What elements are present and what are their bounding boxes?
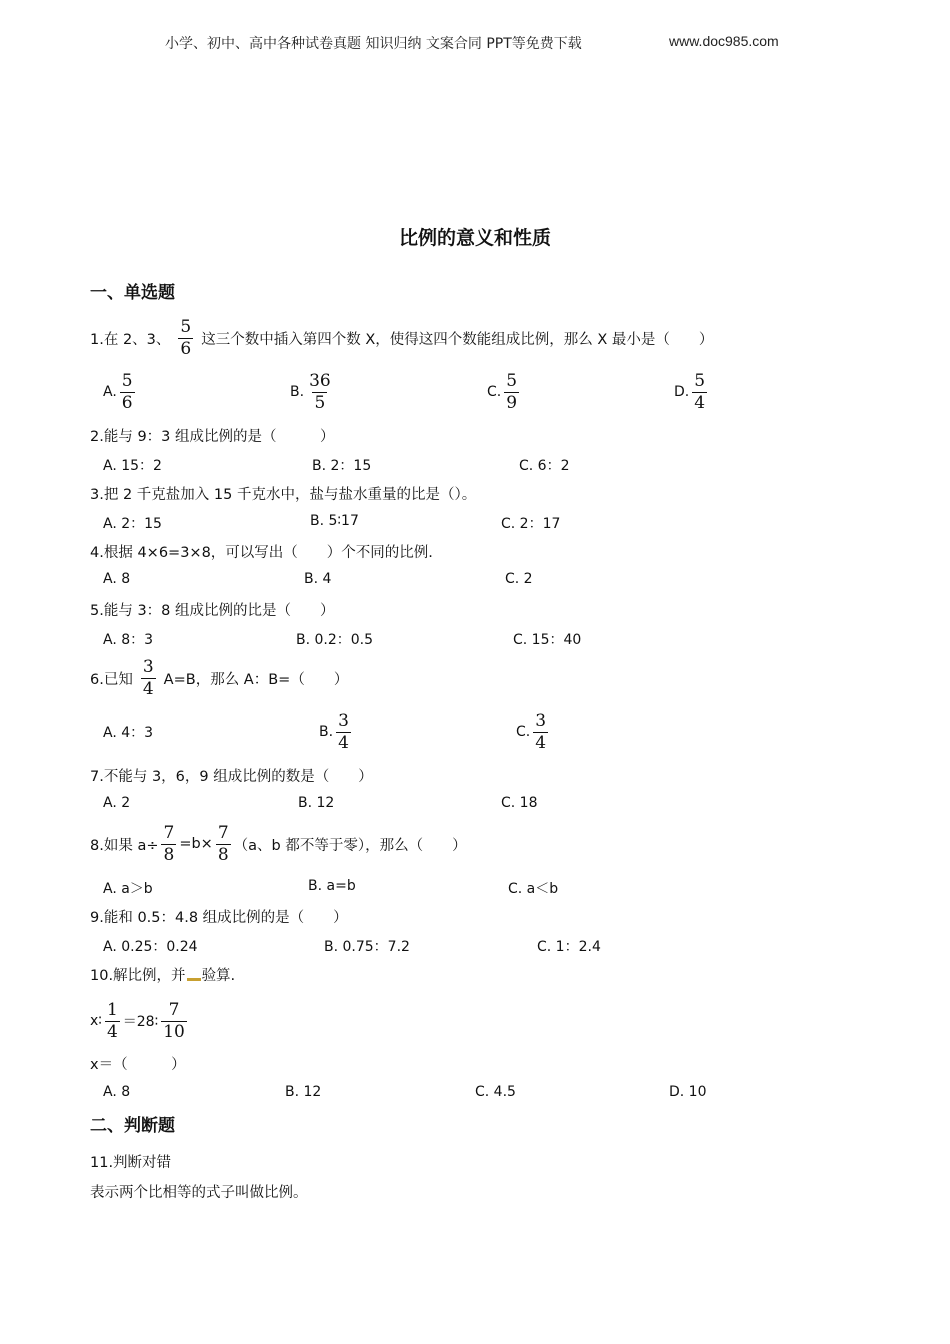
- q6-option-c[interactable]: [516, 707, 551, 757]
- q1-option-b[interactable]: [290, 367, 336, 417]
- q9-option-a[interactable]: A. 0.25：0.24: [103, 939, 198, 955]
- q10-option-d[interactable]: D. 10: [669, 1084, 707, 1100]
- question-8-prefix: 8.如果 a÷: [90, 837, 159, 854]
- header-url[interactable]: www.doc985.com: [669, 33, 779, 49]
- question-3: 3.把 2 千克盐加入 15 千克水中，盐与盐水重量的比是（）。: [90, 487, 477, 503]
- fraction-numerator: 3: [338, 710, 349, 731]
- q7-option-b[interactable]: B. 12: [298, 795, 335, 811]
- q3-option-a[interactable]: A. 2：15: [103, 516, 162, 532]
- fraction-denominator: 8: [217, 844, 229, 865]
- q4-option-b[interactable]: B. 4: [304, 571, 332, 587]
- fraction-numerator: 3: [142, 656, 154, 677]
- question-2: 2.能与 9：3 组成比例的是（ ）: [90, 429, 335, 445]
- question-1: [90, 313, 713, 363]
- fraction-numerator: 5: [694, 370, 706, 391]
- q10-option-a[interactable]: A. 8: [103, 1084, 131, 1100]
- fraction-denominator: 4: [338, 732, 349, 753]
- page-title: 比例的意义和性质: [398, 227, 551, 249]
- question-1-prefix: 1.在 2、3、: [90, 331, 171, 348]
- option-fraction: [504, 371, 519, 414]
- q5-option-c[interactable]: C. 15：40: [513, 632, 582, 648]
- highlight-mark: [187, 978, 201, 981]
- q4-option-c[interactable]: C. 2: [505, 571, 533, 587]
- q5-option-b[interactable]: B. 0.2：0.5: [296, 632, 374, 648]
- fraction-numerator: 7: [217, 822, 229, 843]
- option-label: A.: [103, 384, 117, 400]
- q6-option-a[interactable]: A. 4：3: [103, 725, 154, 741]
- question-8: [90, 819, 467, 869]
- question-9: 9.能和 0.5：4.8 组成比例的是（ ）: [90, 910, 348, 926]
- question-6: [90, 653, 348, 703]
- question-10-answer-blank: x＝（ ）: [90, 1057, 186, 1073]
- option-fraction: [692, 371, 707, 414]
- question-1-text: 这三个数中插入第四个数 X，使得这四个数能组成比例，那么 X 最小是（ ）: [201, 331, 714, 348]
- option-label: C.: [487, 384, 502, 400]
- q8-option-a[interactable]: A. a＞b: [103, 881, 153, 897]
- header-promo-text: 小学、初中、高中各种试卷真题 知识归纳 文案合同 PPT等免费下载: [165, 36, 582, 52]
- fraction-numerator: 5: [180, 316, 192, 337]
- fraction-numerator: 7: [163, 822, 175, 843]
- question-6-prefix: 6.已知: [90, 671, 133, 688]
- option-label: C.: [516, 724, 531, 740]
- q2-option-c[interactable]: C. 6：2: [519, 458, 570, 474]
- fraction-denominator: 4: [535, 732, 547, 753]
- fraction-numerator: 5: [121, 370, 133, 391]
- q9-option-b[interactable]: B. 0.75：7.2: [324, 939, 410, 955]
- question-6-text: A=B，那么 A：B=（ ）: [163, 671, 349, 688]
- question-4: 4.根据 4×6=3×8，可以写出（ ）个不同的比例.: [90, 545, 433, 561]
- section-heading-true-false: 二、判断题: [90, 1116, 175, 1136]
- fraction-denominator: 6: [121, 392, 133, 413]
- fraction-numerator: 5: [506, 370, 518, 391]
- q6-option-b[interactable]: [319, 707, 354, 757]
- fraction-numerator: 7: [168, 999, 180, 1020]
- q8-option-b[interactable]: B. a=b: [308, 878, 356, 894]
- question-7: 7.不能与 3，6，9 组成比例的数是（ ）: [90, 769, 373, 785]
- option-label: B.: [319, 724, 334, 740]
- fraction-denominator: 4: [106, 1021, 118, 1042]
- equation-fraction-2: [161, 1000, 187, 1043]
- q7-option-c[interactable]: C. 18: [501, 795, 538, 811]
- q2-option-a[interactable]: A. 15：2: [103, 458, 162, 474]
- question-8-fraction-1: [161, 823, 176, 866]
- question-8-text: （a、b 都不等于零），那么（ ）: [233, 837, 467, 854]
- fraction-numerator: 1: [106, 999, 118, 1020]
- question-8-middle: =b×: [179, 836, 213, 852]
- question-10-equation: [90, 996, 190, 1046]
- section-heading-single-choice: 一、单选题: [90, 283, 175, 303]
- q1-option-a[interactable]: [103, 367, 138, 417]
- question-8-fraction-2: [216, 823, 231, 866]
- q4-option-a[interactable]: A. 8: [103, 571, 131, 587]
- q9-option-c[interactable]: C. 1：2.4: [537, 939, 601, 955]
- question-6-fraction: [141, 657, 156, 700]
- fraction-denominator: 5: [314, 392, 326, 413]
- q8-option-c[interactable]: C. a＜b: [508, 881, 559, 897]
- option-fraction: [533, 711, 548, 754]
- option-label: B.: [290, 384, 305, 400]
- fraction-denominator: 4: [694, 392, 706, 413]
- q3-option-c[interactable]: C. 2：17: [501, 516, 561, 532]
- fraction-denominator: 8: [163, 844, 175, 865]
- fraction-denominator: 10: [163, 1021, 185, 1042]
- question-1-fraction: [178, 317, 193, 360]
- option-fraction: [336, 711, 351, 754]
- option-fraction: [307, 371, 333, 414]
- question-11-statement: 表示两个比相等的式子叫做比例。: [90, 1185, 308, 1201]
- option-fraction: [120, 371, 135, 414]
- q2-option-b[interactable]: B. 2：15: [312, 458, 372, 474]
- equation-x: x∶: [90, 1013, 102, 1029]
- q7-option-a[interactable]: A. 2: [103, 795, 131, 811]
- q5-option-a[interactable]: A. 8：3: [103, 632, 154, 648]
- question-5: 5.能与 3：8 组成比例的比是（ ）: [90, 603, 335, 619]
- fraction-numerator: 3: [535, 710, 547, 731]
- q10-option-c[interactable]: C. 4.5: [475, 1084, 516, 1100]
- fraction-denominator: 4: [142, 678, 154, 699]
- equation-middle: ＝28∶: [122, 1014, 159, 1030]
- question-10-prefix: 10.解比例，并: [90, 968, 186, 984]
- question-10-suffix: 验算.: [201, 968, 236, 984]
- q3-option-b[interactable]: B. 5∶17: [310, 513, 359, 529]
- fraction-denominator: 9: [506, 392, 518, 413]
- question-10: [90, 964, 235, 985]
- question-11-title: 11.判断对错: [90, 1155, 172, 1171]
- fraction-denominator: 6: [180, 338, 192, 359]
- fraction-numerator: 36: [309, 370, 331, 391]
- q1-option-c[interactable]: [487, 367, 522, 417]
- q10-option-b[interactable]: B. 12: [285, 1084, 322, 1100]
- equation-fraction-1: [105, 1000, 120, 1043]
- option-label: D.: [674, 384, 690, 400]
- q1-option-d[interactable]: [674, 367, 710, 417]
